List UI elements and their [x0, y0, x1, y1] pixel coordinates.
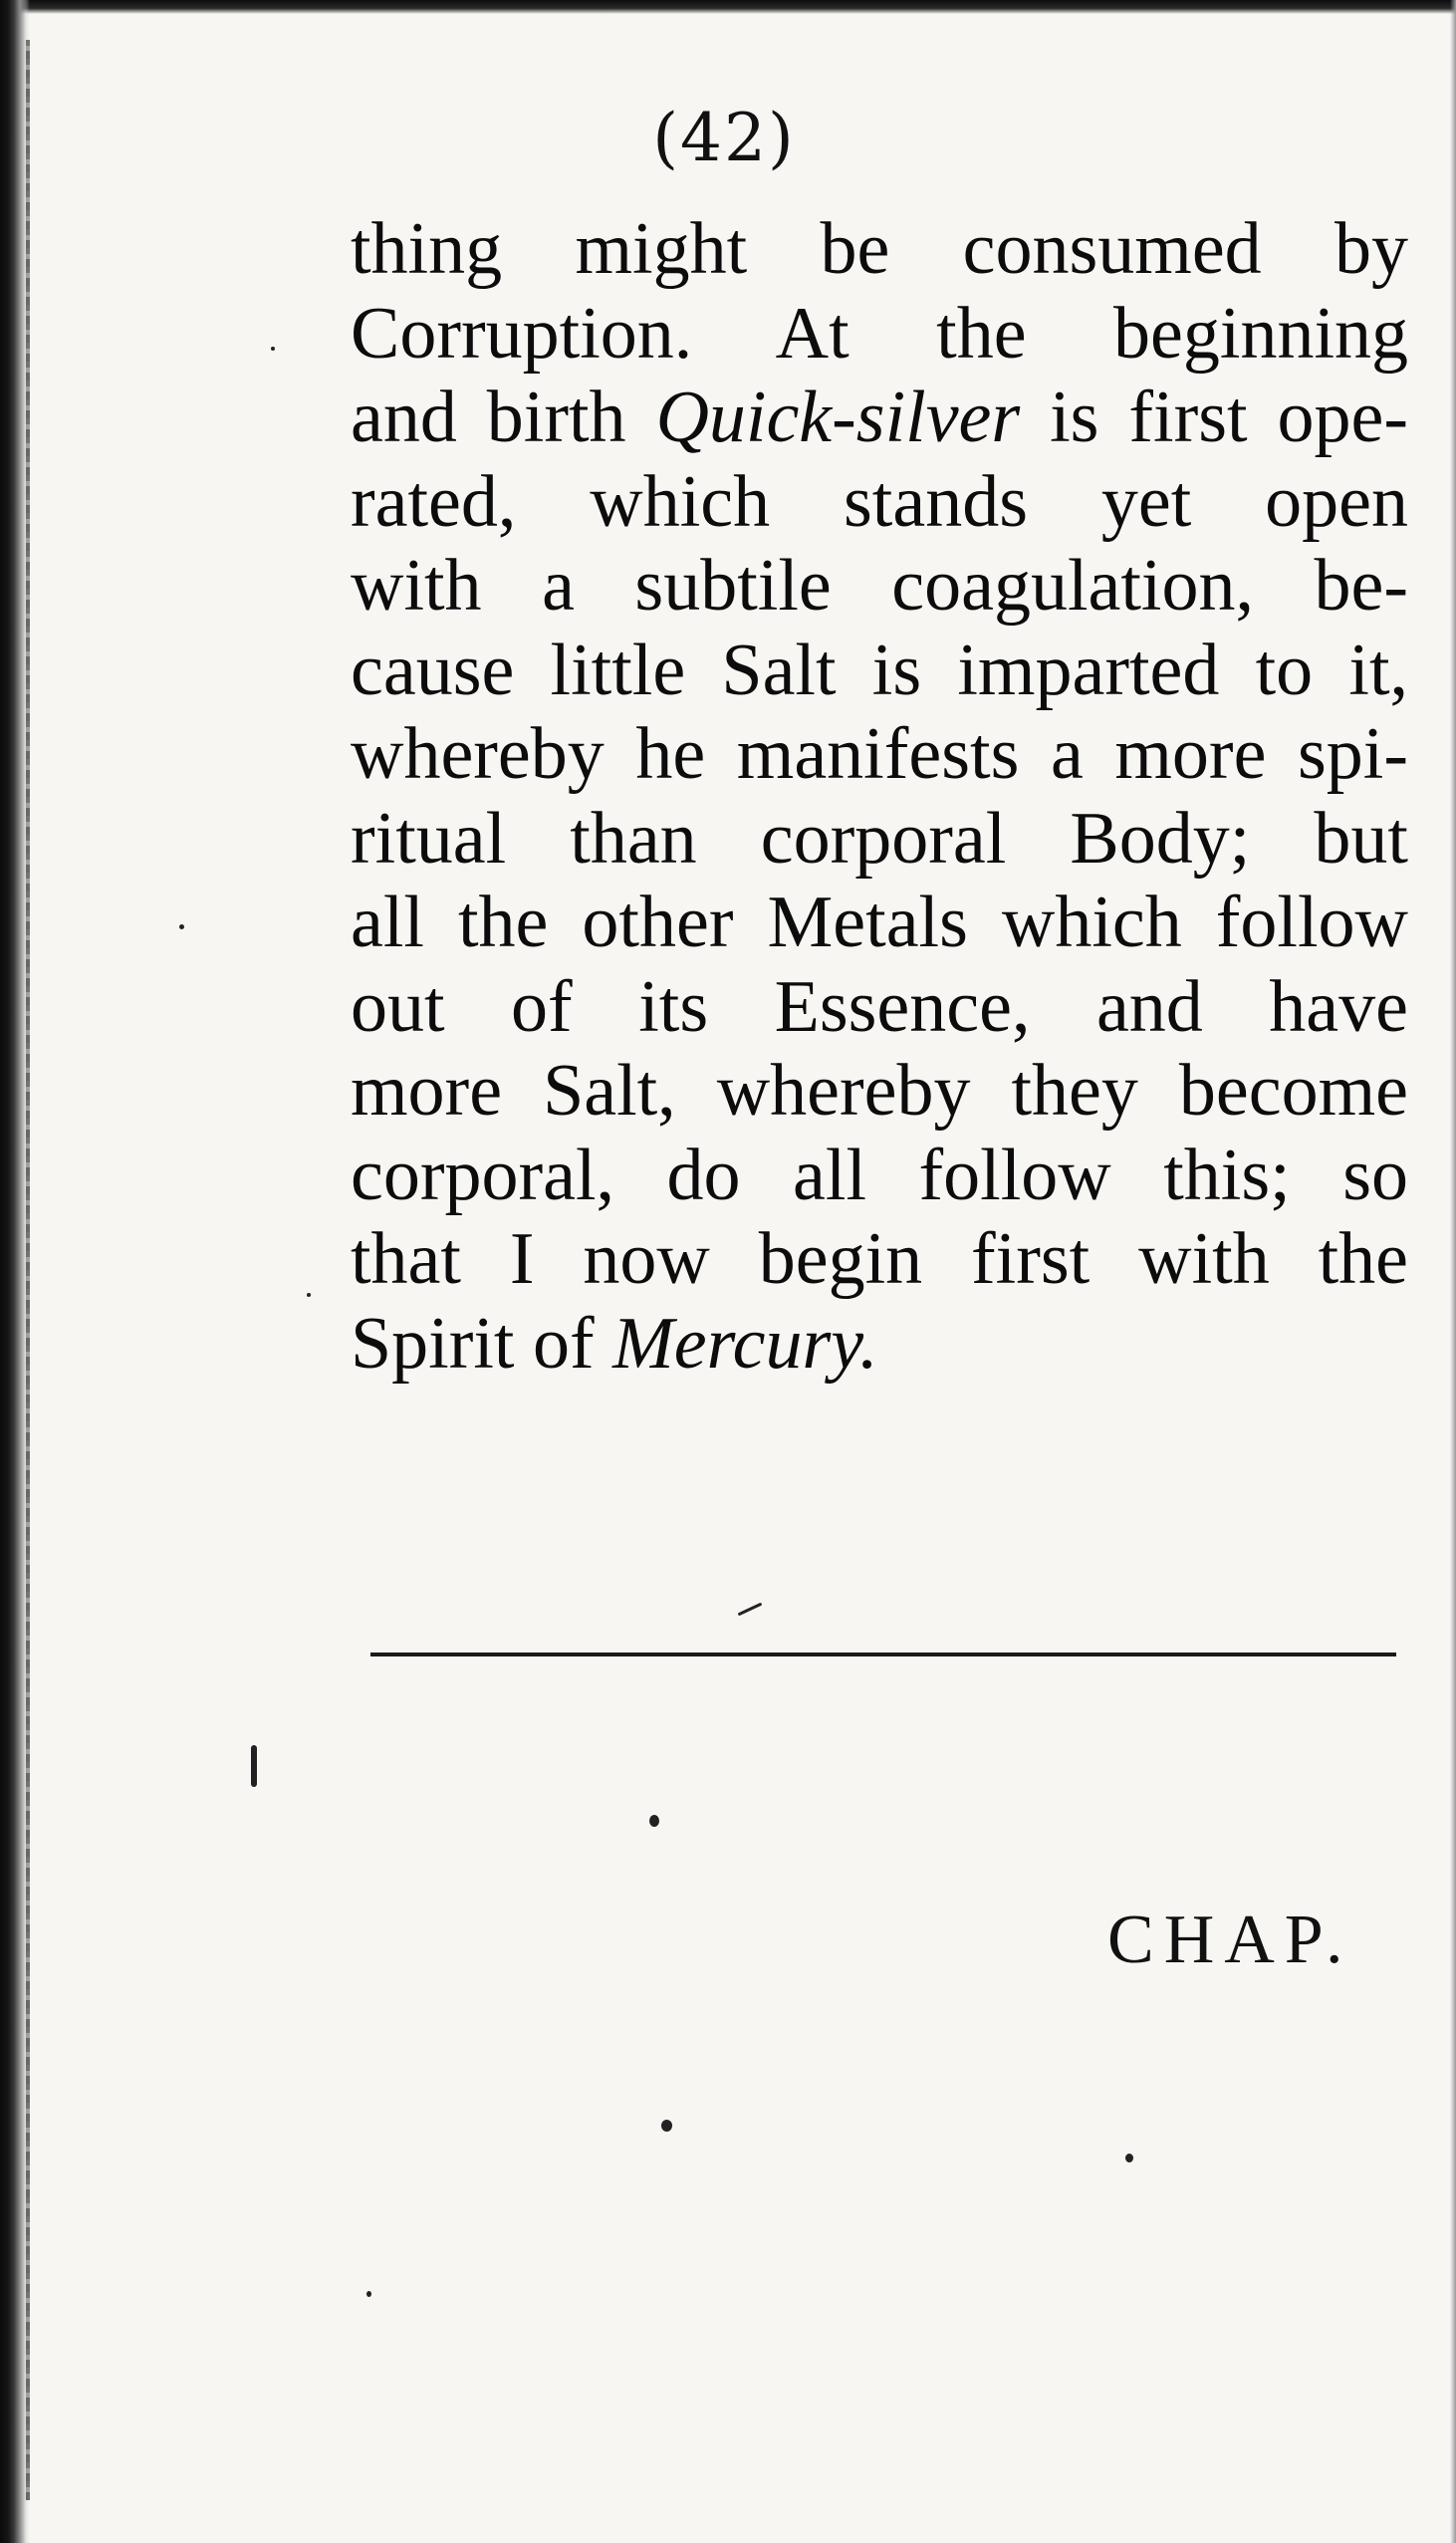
text-line: thing might be consumed by — [351, 208, 1408, 290]
text-line: Spirit of Mercury. — [351, 1302, 878, 1385]
text-line: rated, which stands yet open — [351, 460, 1408, 543]
italic-term: Quick-silver — [655, 377, 1021, 458]
catchword: CHAP. — [1107, 1902, 1353, 1978]
scan-speck — [179, 924, 184, 929]
text-line: that I now begin first with the — [351, 1218, 1408, 1300]
text-line: out of its Essence, and have — [351, 965, 1408, 1048]
text-line: cause little Salt is imparted to it, — [351, 629, 1408, 711]
scan-speck — [307, 1293, 311, 1297]
text-line: Corruption. At the beginning — [351, 292, 1408, 375]
body-text — [351, 207, 1408, 1386]
page-binding-texture — [26, 40, 30, 2500]
text-line: more Salt, whereby they become — [351, 1050, 1408, 1132]
scan-speck — [366, 2291, 371, 2297]
text-line: and birth Quick-silver is first ope- — [351, 377, 1409, 458]
text-line: with a subtile coagulation, be- — [351, 545, 1408, 627]
page-right-edge — [1450, 0, 1456, 2543]
scan-speck — [251, 1745, 257, 1787]
italic-term: Mercury. — [612, 1302, 878, 1385]
text-line: all the other Metals which follow — [351, 882, 1408, 963]
section-rule — [370, 1653, 1396, 1656]
text-line: whereby he manifests a more spi- — [351, 713, 1408, 795]
scan-speck — [738, 1603, 763, 1617]
text-line: corporal, do all follow this; so — [351, 1134, 1408, 1216]
page-top-edge-shadow — [0, 0, 1456, 14]
page-number: (42) — [652, 100, 796, 176]
text-line: ritual than corporal Body; but — [351, 797, 1408, 880]
scan-speck — [661, 2120, 672, 2132]
scan-speck — [649, 1815, 659, 1827]
scan-speck — [1125, 2154, 1133, 2162]
scan-speck — [271, 347, 275, 351]
